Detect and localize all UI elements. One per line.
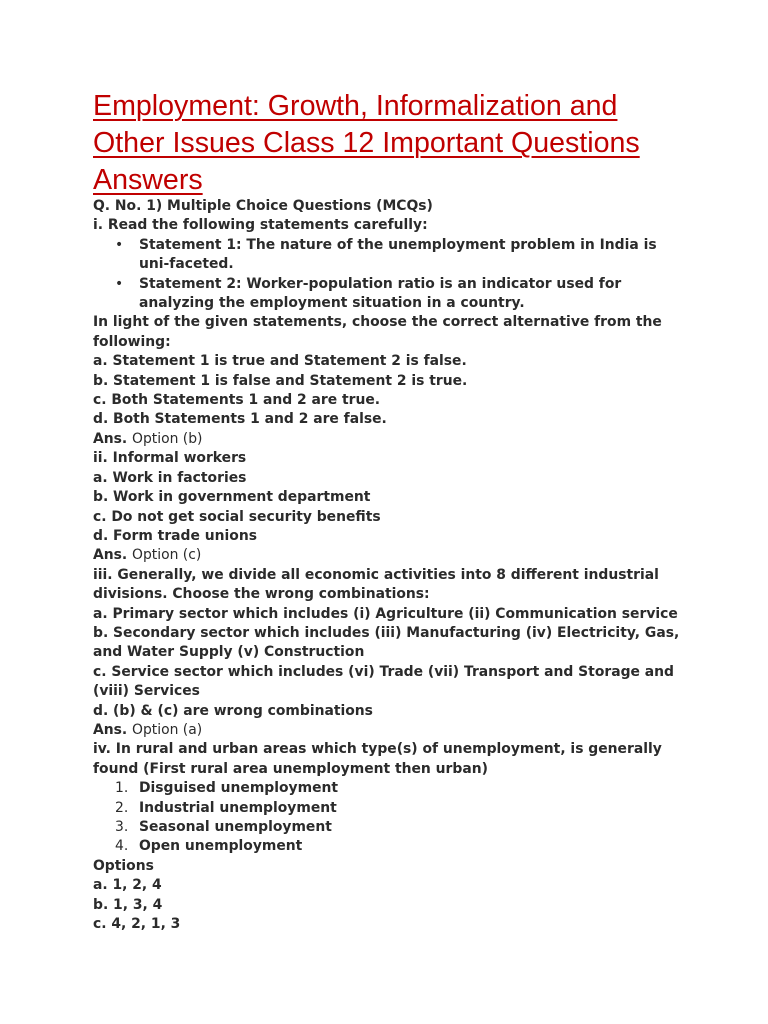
answer-value: Option (b) <box>132 430 203 447</box>
question-2-option: a. Work in factories <box>93 469 247 486</box>
question-2-option: c. Do not get social security benefits <box>93 508 381 525</box>
item-text: Seasonal unemployment <box>139 819 332 835</box>
list-item <box>93 837 683 856</box>
question-2-option: d. Form trade unions <box>93 527 257 544</box>
question-1-option: b. Statement 1 is false and Statement 2 is true. <box>93 372 468 389</box>
list-item <box>93 818 683 837</box>
question-2-option: b. Work in government department <box>93 489 371 506</box>
question-1-answer <box>93 430 683 449</box>
answer-label: Ans. <box>93 430 128 447</box>
question-2-stem: ii. Informal workers <box>93 450 247 467</box>
question-3-option: b. Secondary sector which includes (iii) Manufacturing (iv) Electricity, Gas, and Water Supply (v) Construction <box>93 624 680 661</box>
question-3-answer <box>93 721 683 740</box>
question-3-option: a. Primary sector which includes (i) Agriculture (ii) Communication service <box>93 605 678 622</box>
statement-text: Statement 1: The nature of the unemployment problem in India is uni-faceted. <box>139 236 657 273</box>
question-1-option: d. Both Statements 1 and 2 are false. <box>93 411 387 428</box>
answer-label: Ans. <box>93 547 128 564</box>
question-4-option: c. 4, 2, 1, 3 <box>93 916 181 933</box>
item-number: 3. <box>115 819 129 835</box>
unemployment-type-list <box>93 779 683 857</box>
list-item <box>93 799 683 818</box>
question-3-option: d. (b) & (c) are wrong combinations <box>93 702 373 719</box>
list-item <box>93 779 683 798</box>
answer-value: Option (c) <box>132 547 202 564</box>
bullet-icon: • <box>115 236 124 253</box>
item-number: 4. <box>115 838 129 855</box>
item-text: Disguised unemployment <box>139 780 339 797</box>
question-4-stem: iv. In rural and urban areas which type(s) of unemployment, is generally found (First rural area unemployment then urban) <box>93 741 662 777</box>
question-1-stem: i. Read the following statements carefully: <box>93 217 428 234</box>
question-4-options-label: Options <box>93 857 154 874</box>
item-number: 2. <box>115 799 129 816</box>
section-heading: Q. No. 1) Multiple Choice Questions (MCQs) <box>93 198 433 214</box>
statement-list <box>93 236 683 314</box>
answer-value: Option (a) <box>132 721 203 738</box>
question-1-instruction: In light of the given statements, choose the correct alternative from the following: <box>93 314 662 350</box>
question-4-option: b. 1, 3, 4 <box>93 896 163 913</box>
item-number: 1. <box>115 780 129 797</box>
page-title: Employment: Growth, Informalization and Other Issues Class 12 Important Questions Answers <box>93 90 640 196</box>
statement-item <box>93 275 683 314</box>
question-3-stem: iii. Generally, we divide all economic activities into 8 different industrial divisions. Choose the wrong combinations: <box>93 566 659 603</box>
question-1-option: c. Both Statements 1 and 2 are true. <box>93 392 381 409</box>
item-text: Open unemployment <box>139 838 303 855</box>
item-text: Industrial unemployment <box>139 799 337 816</box>
document-body <box>93 197 683 934</box>
question-3-option: c. Service sector which includes (vi) Trade (vii) Transport and Storage and (viii) Services <box>93 663 674 700</box>
bullet-icon: • <box>115 275 124 292</box>
question-2-answer <box>93 546 683 565</box>
statement-item <box>93 236 683 275</box>
answer-label: Ans. <box>93 721 128 738</box>
question-1-option: a. Statement 1 is true and Statement 2 is false. <box>93 353 467 370</box>
question-4-option: a. 1, 2, 4 <box>93 877 162 894</box>
statement-text: Statement 2: Worker-population ratio is an indicator used for analyzing the employment situation in a country. <box>139 275 622 312</box>
